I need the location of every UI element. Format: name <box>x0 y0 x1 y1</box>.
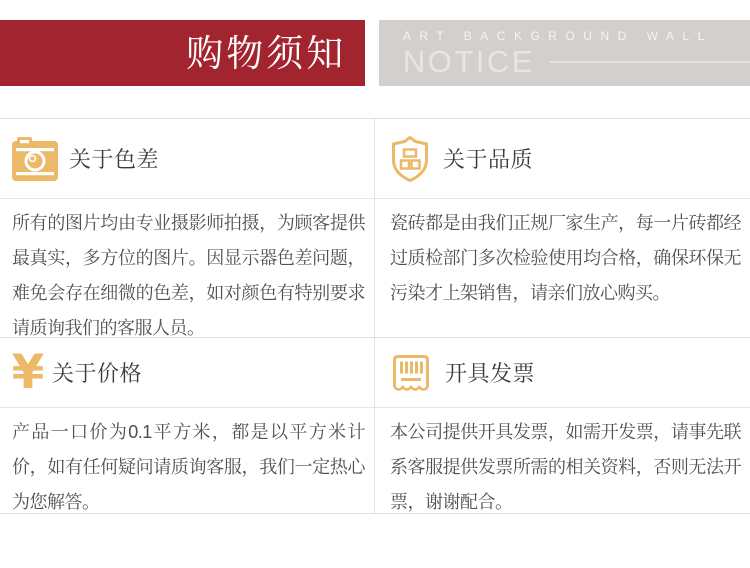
section-title: 关于色差 <box>69 147 160 172</box>
section-price <box>0 338 375 513</box>
section-body-text: 瓷砖都是由我们正规厂家生产，每一片砖都经过质检部门多次检验使用均合格，确保环保无污染才上架销售，请亲们放心购买。 <box>390 213 741 303</box>
header-banner <box>0 20 750 86</box>
section-title: 关于品质 <box>443 147 534 172</box>
section-title: 关于价格 <box>52 361 143 386</box>
notice-grid <box>0 118 750 514</box>
section-invoice <box>375 338 750 513</box>
header-divider-gap <box>365 20 379 86</box>
section-body-text: 所有的图片均由专业摄影师拍摄，为顾客提供最真实，多方位的图片。因显示器色差问题，难免会存在细微的色差，如对颜色有特别要求请质询我们的客服人员。 <box>12 213 365 337</box>
invoice-receipt-icon <box>390 353 432 393</box>
section-header <box>375 119 750 199</box>
section-header <box>375 338 750 408</box>
header-eyebrow-text: ART BACKGROUND WALL <box>402 29 713 43</box>
yen-price-icon: ¥ <box>11 344 45 400</box>
section-quality <box>375 119 750 338</box>
header-title-block <box>0 20 365 86</box>
header-subtitle-block <box>379 20 750 86</box>
page-title: 购物须知 <box>186 32 347 74</box>
section-body-text: 产品一口价为0.1平方米，都是以平方米计价，如有任何疑问请质询客服，我们一定热心为您解答。 <box>12 422 365 512</box>
section-color-difference <box>0 119 375 338</box>
header-decorative-line <box>550 61 750 63</box>
header-subtitle-row <box>403 46 750 77</box>
section-body-text: 本公司提供开具发票，如需开发票，请事先联系客服提供发票所需的相关资料，否则无法开票，谢谢配合。 <box>390 422 741 512</box>
section-title: 开具发票 <box>445 361 536 386</box>
section-header <box>0 338 374 408</box>
section-header <box>0 119 374 199</box>
camera-icon <box>12 137 58 181</box>
header-subtitle-text: NOTICE <box>402 44 535 79</box>
quality-shield-icon <box>390 135 430 183</box>
